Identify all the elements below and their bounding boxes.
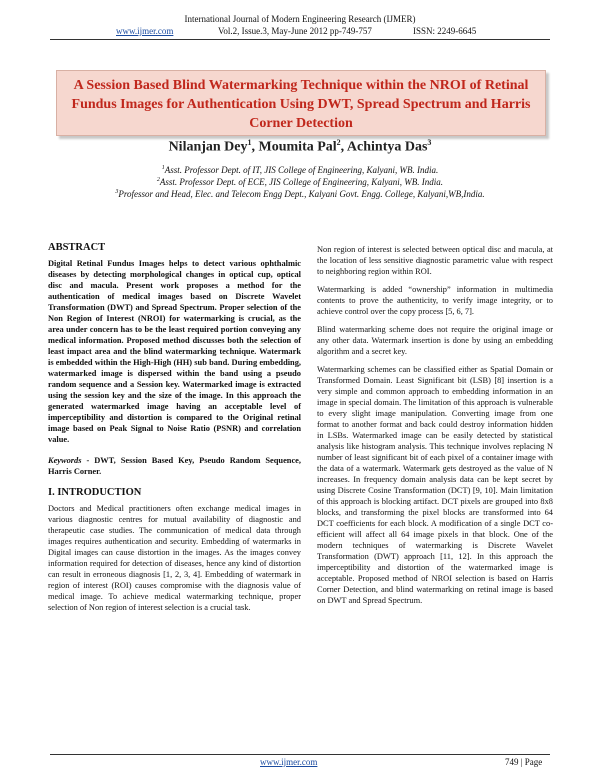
journal-name: International Journal of Modern Engineering Research (IJMER) (184, 14, 416, 24)
author-name: Moumita Pal (258, 139, 337, 155)
footer-rule (50, 754, 550, 755)
header-issn: ISSN: 2249-6645 (413, 26, 477, 36)
left-column (48, 242, 301, 620)
intro-heading: I. INTRODUCTION (48, 487, 142, 498)
page-number: 749 | Page (505, 757, 543, 767)
author-list: Nilanjan Dey$^1$, Moumita Pal$^2$, Achintya Das$^3$ (168, 138, 432, 155)
title-box (56, 70, 546, 136)
abstract-heading: ABSTRACT (48, 242, 106, 253)
aff-sup: 2 (156, 177, 160, 183)
aff-text: Asst. Professor Dept. of ECE, JIS College of Engineering, Kalyani, WB. India. (159, 177, 444, 187)
body-paragraph: Watermarking schemes can be classified either as Spatial Domain or Transformed Domain. Least Significant bit (LSB) [8] insertion is a very simple and common approach to embedding information in an image in special domain. The limitation of this approach is vulnerable to every slight image manipulation. Converting image from one format to another format and back could destroy information hidden in LSBs. Watermarked image can be easily detected by statistical analysis like histogram analysis. This technique involves replacing N number of least significant bit of each pixel of a container image with the data of a watermark. Watermark gets destroyed as the value of N increases. In frequency domain analysis data can be kept secret by using Discrete Cosine Transformation (DCT) [9, 10]. Main limitation of this approach is blocking artifact. DCT pixels are grouped into 8x8 blocks, and transforming the pixel blocks are transformed into 64 DCT coefficients for each block. A modification of a single DCT co-efficient will affect all 64 image pixels in that block. One of the modern techniques of watermarking is Discrete Wavelet Transformation (DWT) approach [11, 12]. In this approach the imperceptibility and distortion of the watermarked image is acceptable. Proposed method of NROI selection is based on Harris Corner Detection, and blind watermarking on retinal image is based on DWT and Spread Spectrum. (317, 365, 553, 605)
aff-text: Asst. Professor Dept. of IT, JIS College of Engineering, Kalyani, WB. India. (164, 165, 439, 175)
author-sup: 1 (247, 138, 252, 147)
header-website-link[interactable]: www.ijmer.com (116, 26, 174, 36)
body-paragraph: Non region of interest is selected between optical disc and macula, at the location of less sensitive diagnostic parametric value with respect to neighboring region within ROI. (317, 245, 553, 276)
footer-website-link[interactable]: www.ijmer.com (260, 757, 318, 767)
intro-text: Doctors and Medical practitioners often exchange medical images in various diagnostic centres for mutual availability of diagnostic and therapeutic case studies. The communication of medical data through images requires authentication and security. Embedding of watermarks in Digital images can cause distortion in the images. As the images convey information required for detection of diseases, hence any kind of distortion can result in erroneous diagnosis [1, 2, 3, 4]. Embedding of watermark in region of interest (ROI) causes compromise with the diagnosis value of medical image. To achieve medical watermarking technique, proper selection of Non region of interest selection is a crucial task. (48, 504, 301, 612)
header-rule (50, 39, 550, 40)
body-paragraph: Blind watermarking scheme does not require the original image or any other data. Watermark insertion is done by using an embedding algorithm and a secret key. (317, 325, 553, 356)
author-name: Achintya Das (346, 139, 428, 155)
keywords-text: - DWT, Session Based Key, Pseudo Random Sequence, Harris Corner. (48, 456, 301, 476)
abstract-text: Digital Retinal Fundus Images helps to detect various ophthalmic diseases by detecting morphological changes in optical cup, optical disc and macula. Present work proposes a method for the authentication of medical images based on Discrete Wavelet Transformation (DWT) and Spread Spectrum. Proper selection of the Non Region of Interest (NROI) for watermarking is crucial, as the area under concern has to be the least required portion conveying any medical information. Proposed method discusses both the selection of least impact area and the blind watermarking technique. Watermark is embedded within the High-High (HH) sub band. During embedding, watermarked image is dispersed within the band using a pseudo random sequence and a Session key. Watermarked image is extracted using the session key and the size of the image. In this approach the generated watermarked image having an acceptable level of imperceptibility and distortion is compared to the Original retinal image based on Peak Signal to Noise Ratio (PSNR) and correlation value. (48, 259, 301, 444)
author-sup: 3 (427, 138, 432, 147)
author-name: Nilanjan Dey (168, 139, 248, 155)
paper-title: A Session Based Blind Watermarking Technique within the NROI of Retinal Fundus Images for Authentication Using DWT, Spread Spectrum and Harris Corner Detection (71, 78, 531, 131)
aff-text: Professor and Head, Elec. and Telecom Engg Dept., Kalyani Govt. Engg. College, Kalyani,WB,India. (118, 189, 485, 199)
keywords (48, 455, 301, 477)
aff-sup: 3 (115, 189, 119, 195)
keywords-label: Keywords (48, 456, 82, 465)
aff-sup: 1 (161, 165, 165, 171)
right-column (317, 244, 553, 613)
author-sup: 2 (336, 138, 341, 147)
affiliation (0, 189, 600, 199)
header-volume: Vol.2, Issue.3, May-June 2012 pp-749-757 (218, 26, 372, 36)
affiliation (0, 177, 600, 187)
body-paragraph: Watermarking is added “ownership” information in multimedia contents to prove the authenticity, to verify image integrity, or to achieve control over the copy process [5, 6, 7]. (317, 285, 553, 316)
affiliation (0, 165, 600, 175)
